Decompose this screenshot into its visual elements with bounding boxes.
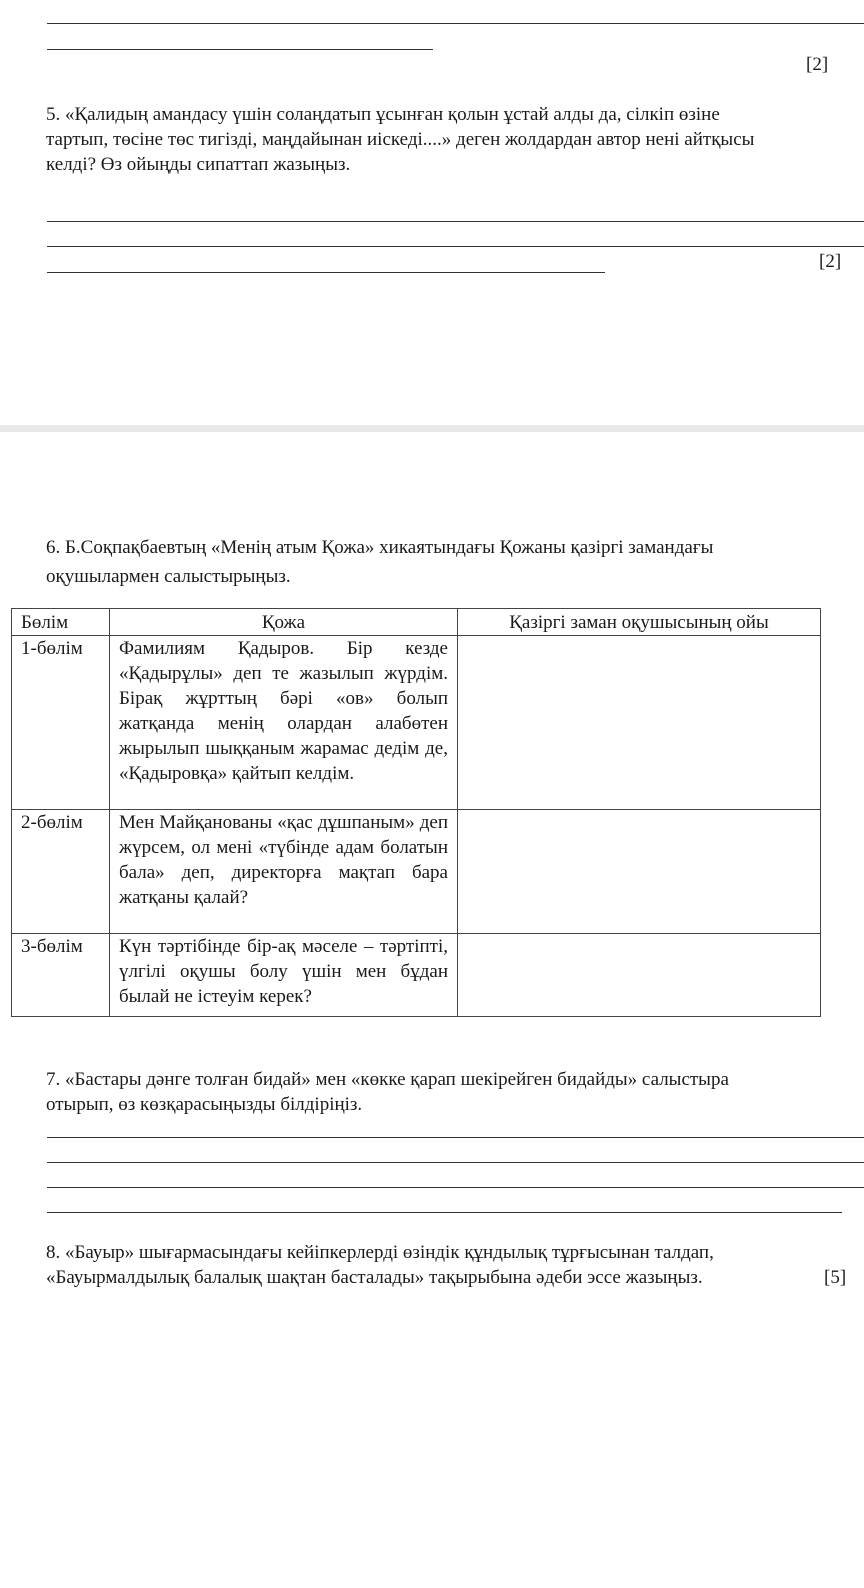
question-8-line-2: «Бауырмалдылық балалық шақтан басталады» тақырыбына әдеби эссе жазыңыз.	[46, 1267, 703, 1288]
question-7-line-1: 7. «Бастары дәнге толған бидай» мен «көкке қарап шекірейген бидайды» салыстыра	[46, 1069, 729, 1090]
answer-cell[interactable]	[458, 934, 821, 1017]
score-mark: [2]	[819, 251, 842, 272]
kozha-quote: Фамилиям Қадыров. Бір кезде «Қадырұлы» деп те жазылып жүрдім. Бірақ жұрттың бәрі «ов» болып жатқанда менің олардан алабөтен жырылып шыққаным жарамас дедім де, «Қадыровқа» қайтып келдім.	[110, 636, 458, 810]
question-8-line-1: 8. «Бауыр» шығармасындағы кейіпкерлерді өзіндік құндылық тұрғысынан талдап,	[46, 1242, 714, 1263]
header-kozha: Қожа	[110, 609, 458, 636]
answer-line[interactable]	[47, 23, 864, 24]
page-break	[0, 425, 864, 432]
answer-line[interactable]	[47, 246, 864, 247]
answer-cell[interactable]	[458, 636, 821, 810]
question-5-line-2: тартып, төсіне төс тигізді, маңдайынан иіскеді....» деген жолдардан автор нені айтқысы	[46, 129, 755, 150]
kozha-quote: Күн тәртібінде бір-ақ мәселе – тәртіпті, үлгілі оқушы болу үшін мен бұдан былай не істеуім керек?	[110, 934, 458, 1017]
table-row	[12, 636, 821, 810]
question-7-line-2: отырып, өз көзқарасыңызды білдіріңіз.	[46, 1094, 363, 1115]
answer-line[interactable]	[47, 1162, 864, 1163]
answer-line[interactable]	[47, 1187, 864, 1188]
question-6-line-2: оқушылармен салыстырыңыз.	[46, 566, 291, 587]
score-mark: [2]	[806, 54, 829, 75]
part-label: 3-бөлім	[12, 934, 110, 1017]
part-label: 1-бөлім	[12, 636, 110, 810]
answer-line[interactable]	[47, 1212, 842, 1213]
table-header-row	[12, 609, 821, 636]
answer-cell[interactable]	[458, 810, 821, 934]
score-mark: [5]	[824, 1267, 847, 1288]
question-6-line-1: 6. Б.Соқпақбаевтың «Менің атым Қожа» хикаятындағы Қожаны қазіргі замандағы	[46, 537, 714, 558]
table-row	[12, 810, 821, 934]
header-modern-student: Қазіргі заман оқушысының ойы	[458, 609, 821, 636]
table-row	[12, 934, 821, 1017]
header-part: Бөлім	[12, 609, 110, 636]
part-label: 2-бөлім	[12, 810, 110, 934]
kozha-quote: Мен Майқанованы «қас дұшпаным» деп жүрсем, ол мені «түбінде адам болатын бала» деп, директорға мақтап бара жатқаны қалай?	[110, 810, 458, 934]
answer-line[interactable]	[47, 49, 433, 50]
answer-line[interactable]	[47, 272, 605, 273]
answer-line[interactable]	[47, 1137, 864, 1138]
comparison-table	[11, 608, 821, 1017]
question-5-line-1: 5. «Қалидың амандасу үшін солаңдатып ұсынған қолын ұстай алды да, сілкіп өзіне	[46, 104, 720, 125]
question-5-line-3: келді? Өз ойыңды сипаттап жазыңыз.	[46, 154, 351, 175]
answer-line[interactable]	[47, 221, 864, 222]
